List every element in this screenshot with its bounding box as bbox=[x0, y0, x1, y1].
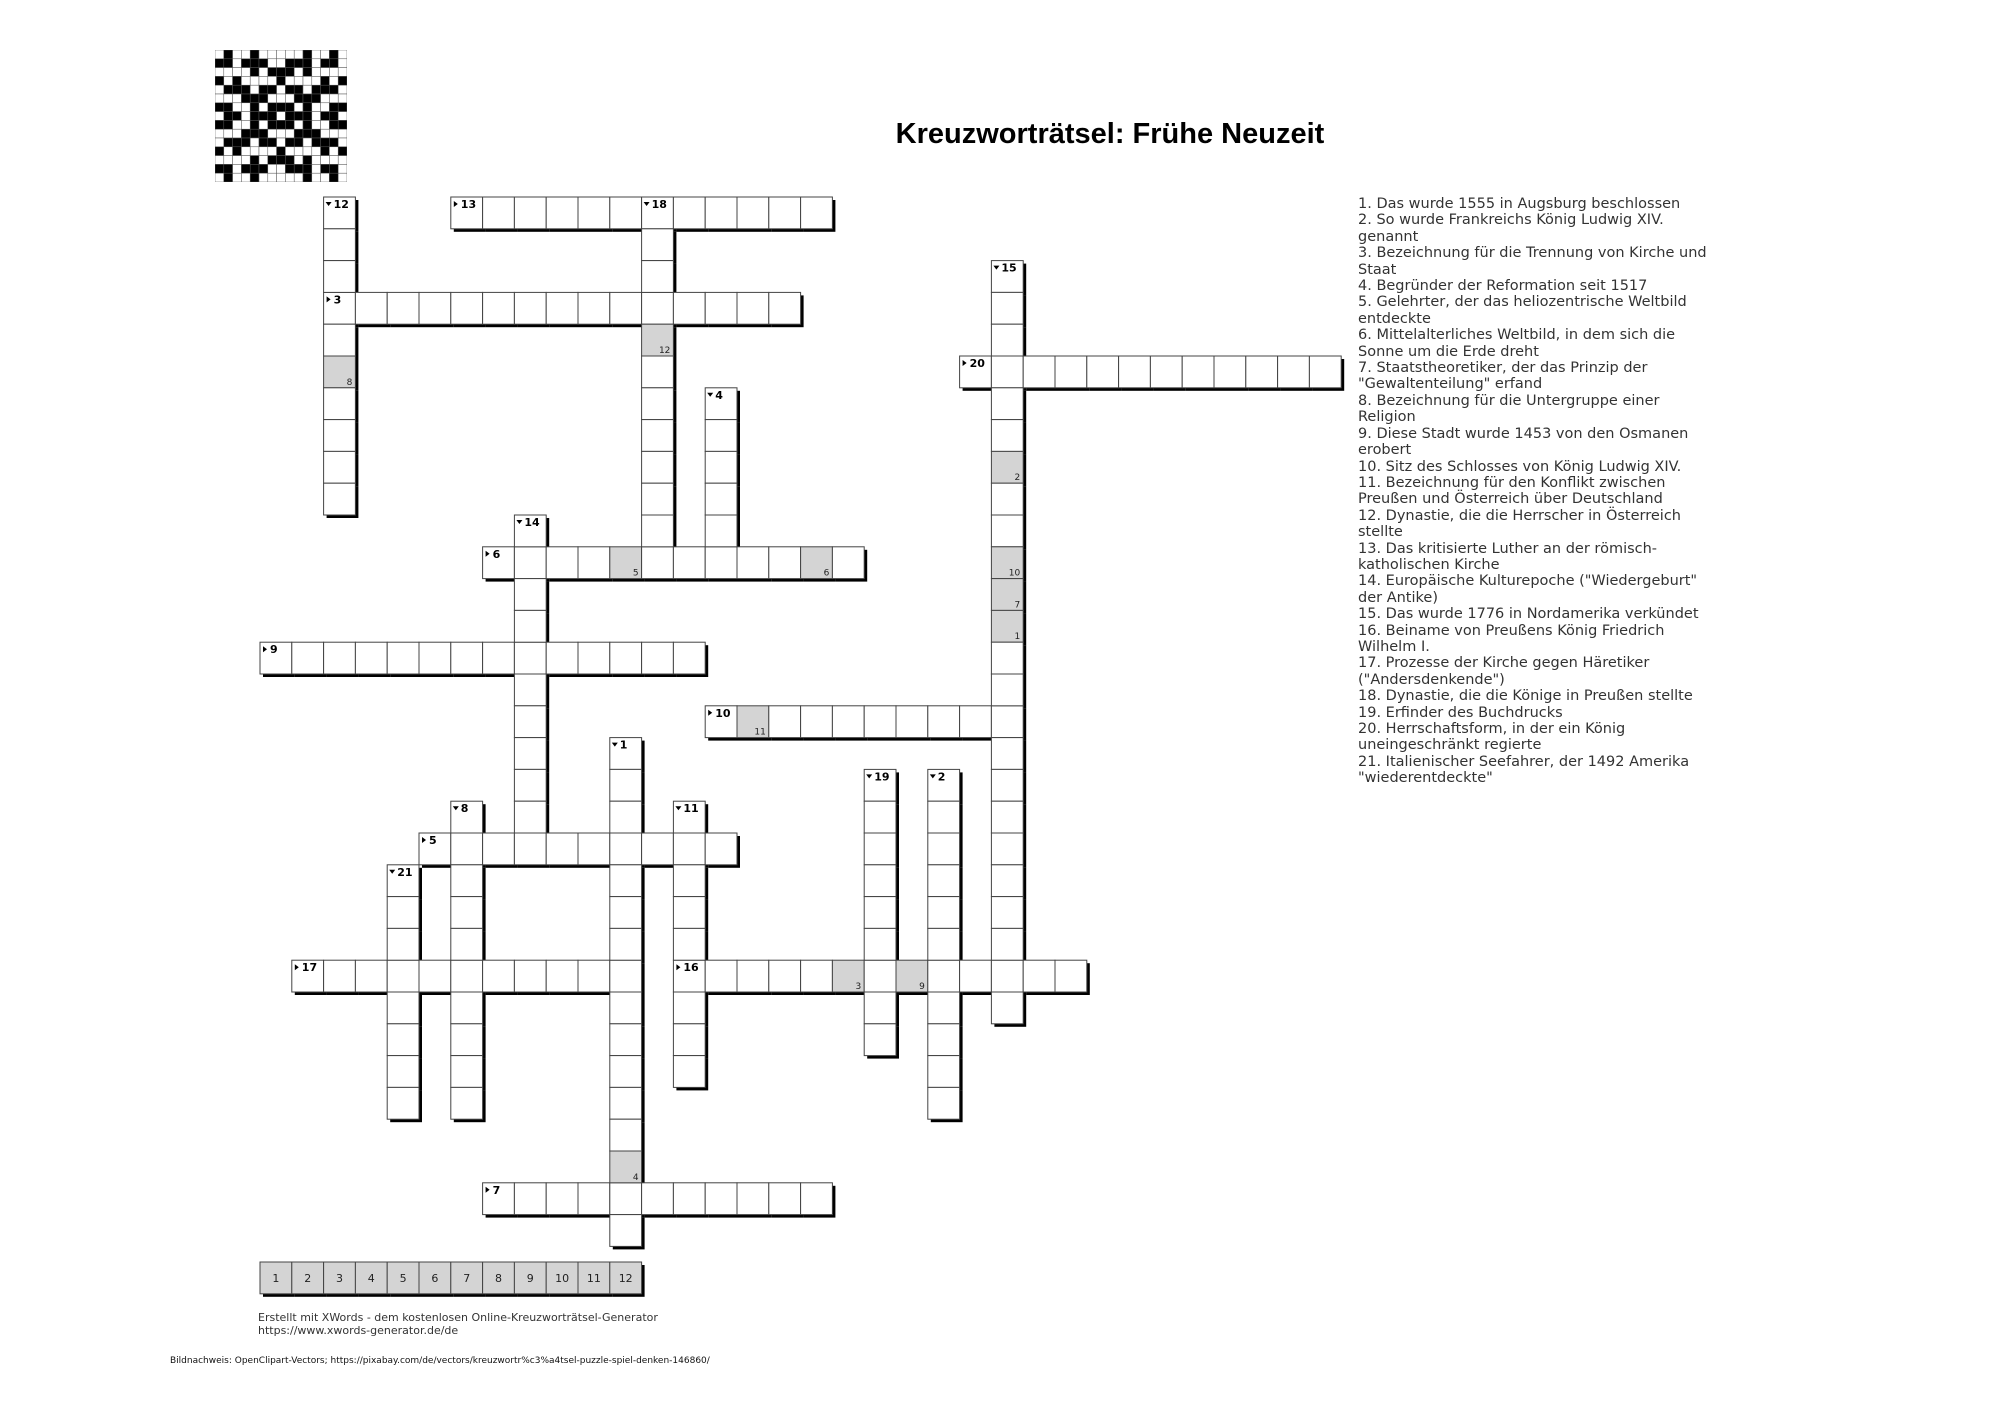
grid-cell[interactable] bbox=[1055, 356, 1087, 388]
clue-17: 17. Prozesse der Kirche gegen Häretiker ("Andersdenkende") bbox=[1358, 655, 1650, 688]
grid-cell[interactable] bbox=[578, 960, 610, 992]
grid-cell[interactable] bbox=[705, 483, 737, 515]
grid-cell[interactable] bbox=[991, 928, 1023, 960]
grid-cell[interactable] bbox=[578, 547, 610, 579]
grid-cell[interactable] bbox=[324, 451, 356, 483]
grid-cell[interactable] bbox=[642, 833, 674, 865]
grid-cell[interactable] bbox=[928, 1024, 960, 1056]
grid-cell[interactable] bbox=[991, 642, 1023, 674]
grid-cell[interactable] bbox=[928, 833, 960, 865]
grid-cell[interactable] bbox=[991, 706, 1023, 738]
grid-cell[interactable] bbox=[514, 960, 546, 992]
grid-cell[interactable] bbox=[642, 292, 674, 324]
grid-cell[interactable] bbox=[387, 292, 419, 324]
grid-cell[interactable] bbox=[737, 197, 769, 229]
entry-number: 8 bbox=[460, 802, 469, 816]
entry-number: 11 bbox=[683, 802, 699, 816]
grid-cell[interactable] bbox=[991, 865, 1023, 897]
grid-cell[interactable] bbox=[673, 833, 705, 865]
grid-cell[interactable] bbox=[832, 547, 864, 579]
grid-cell[interactable] bbox=[1023, 356, 1055, 388]
clue-1: 1. Das wurde 1555 in Augsburg beschlossen bbox=[1358, 196, 1681, 212]
grid-cell[interactable] bbox=[960, 706, 992, 738]
grid-cell[interactable] bbox=[769, 1183, 801, 1215]
grid-cell[interactable] bbox=[610, 1183, 642, 1215]
generator-credit-text: Erstellt mit XWords - dem kostenlosen Online-Kreuzworträtsel-Generator bbox=[258, 1311, 658, 1324]
solution-cell-number: 7 bbox=[1014, 600, 1021, 611]
grid-cell[interactable] bbox=[451, 292, 483, 324]
grid-cell[interactable] bbox=[928, 928, 960, 960]
entry-number: 21 bbox=[397, 865, 413, 879]
solution-cell-number: 9 bbox=[919, 982, 925, 992]
grid-cell[interactable] bbox=[928, 897, 960, 929]
grid-cell[interactable] bbox=[546, 1183, 578, 1215]
grid-cell[interactable] bbox=[928, 960, 960, 992]
grid-cell[interactable] bbox=[705, 451, 737, 483]
clue-3: 3. Bezeichnung für die Trennung von Kirche und Staat bbox=[1358, 245, 1707, 278]
grid-cell[interactable] bbox=[546, 833, 578, 865]
solution-bar-number: 12 bbox=[618, 1272, 633, 1285]
solution-bar-number: 11 bbox=[586, 1272, 601, 1285]
clue-list bbox=[1358, 196, 1718, 787]
grid-cell[interactable] bbox=[1087, 356, 1119, 388]
grid-cell[interactable] bbox=[610, 865, 642, 897]
grid-cell[interactable] bbox=[991, 897, 1023, 929]
solution-bar-number: 8 bbox=[495, 1272, 502, 1285]
clue-12: 12. Dynastie, die die Herrscher in Österreich stellte bbox=[1358, 507, 1681, 541]
grid-cell[interactable] bbox=[483, 833, 515, 865]
grid-cell[interactable] bbox=[705, 960, 737, 992]
grid-cell[interactable] bbox=[769, 292, 801, 324]
grid-cell[interactable] bbox=[673, 197, 705, 229]
grid-cell[interactable] bbox=[1119, 356, 1151, 388]
grid-cell[interactable] bbox=[451, 1087, 483, 1119]
grid-cell[interactable] bbox=[642, 547, 674, 579]
grid-cell[interactable] bbox=[610, 1119, 642, 1151]
grid-cell[interactable] bbox=[673, 992, 705, 1024]
grid-cell[interactable] bbox=[514, 579, 546, 611]
grid-cell[interactable] bbox=[705, 197, 737, 229]
grid-cell[interactable] bbox=[514, 1183, 546, 1215]
solution-cell-number: 1 bbox=[1014, 632, 1021, 643]
grid-cell[interactable] bbox=[737, 547, 769, 579]
entry-number: 15 bbox=[1001, 261, 1017, 275]
grid-cell[interactable] bbox=[705, 515, 737, 547]
grid-cell[interactable] bbox=[355, 960, 387, 992]
grid-cell[interactable] bbox=[801, 706, 833, 738]
grid-cell[interactable] bbox=[1023, 960, 1055, 992]
grid-cell[interactable] bbox=[991, 324, 1023, 356]
grid-cell[interactable] bbox=[451, 1024, 483, 1056]
grid-cell[interactable] bbox=[991, 738, 1023, 770]
grid-cell[interactable] bbox=[864, 897, 896, 929]
grid-cell[interactable] bbox=[737, 1183, 769, 1215]
solution-bar-number: 10 bbox=[555, 1272, 570, 1285]
grid-cell[interactable] bbox=[673, 865, 705, 897]
grid-cell[interactable] bbox=[896, 706, 928, 738]
entry-number: 1 bbox=[619, 738, 628, 752]
grid-cell[interactable] bbox=[864, 960, 896, 992]
grid-cell[interactable] bbox=[1309, 356, 1341, 388]
grid-cell[interactable] bbox=[514, 769, 546, 801]
grid-cell[interactable] bbox=[483, 292, 515, 324]
grid-cell[interactable] bbox=[451, 1056, 483, 1088]
entry-number: 10 bbox=[715, 706, 731, 720]
clue-16: 16. Beiname von Preußens König Friedrich Wilhelm I. bbox=[1358, 622, 1665, 655]
solution-cell-number: 3 bbox=[855, 982, 862, 992]
grid-cell[interactable] bbox=[610, 960, 642, 992]
grid-cell[interactable] bbox=[514, 801, 546, 833]
grid-cell[interactable] bbox=[991, 801, 1023, 833]
grid-cell[interactable] bbox=[514, 292, 546, 324]
grid-cell[interactable] bbox=[769, 547, 801, 579]
grid-cell[interactable] bbox=[578, 642, 610, 674]
grid-cell[interactable] bbox=[642, 483, 674, 515]
grid-cell[interactable] bbox=[324, 483, 356, 515]
grid-cell[interactable] bbox=[642, 356, 674, 388]
grid-cell[interactable] bbox=[1246, 356, 1278, 388]
clue-13: 13. Das kritisierte Luther an der römisch-katholischen Kirche bbox=[1358, 540, 1658, 573]
clue-9: 9. Diese Stadt wurde 1453 von den Osmanen erobert bbox=[1358, 425, 1689, 459]
grid-cell[interactable] bbox=[451, 897, 483, 929]
entry-number: 9 bbox=[270, 643, 278, 657]
grid-cell[interactable] bbox=[610, 1024, 642, 1056]
clue-4: 4. Begründer der Reformation seit 1517 bbox=[1358, 278, 1648, 295]
grid-cell[interactable] bbox=[514, 610, 546, 642]
solution-bar-number: 1 bbox=[272, 1272, 280, 1285]
grid-cell[interactable] bbox=[324, 261, 356, 293]
grid-cell[interactable] bbox=[610, 1215, 642, 1247]
grid-cell[interactable] bbox=[387, 928, 419, 960]
grid-cells bbox=[260, 197, 1341, 1246]
grid-cell[interactable] bbox=[832, 706, 864, 738]
solution-bar-number: 4 bbox=[367, 1272, 375, 1285]
solution-cell-number: 8 bbox=[346, 377, 353, 388]
grid-cell[interactable] bbox=[673, 1024, 705, 1056]
grid-cell[interactable] bbox=[673, 1056, 705, 1088]
grid-cell[interactable] bbox=[514, 706, 546, 738]
grid-cell[interactable] bbox=[928, 801, 960, 833]
grid-cell[interactable] bbox=[737, 292, 769, 324]
grid-cell[interactable] bbox=[355, 642, 387, 674]
solution-bar-number: 6 bbox=[431, 1272, 439, 1285]
entry-number: 12 bbox=[333, 198, 349, 211]
solution-cell-number: 12 bbox=[658, 346, 671, 356]
grid-cell[interactable] bbox=[864, 928, 896, 960]
grid-cell[interactable] bbox=[514, 642, 546, 674]
clue-10: 10. Sitz des Schlosses von König Ludwig XIV. bbox=[1358, 458, 1682, 475]
grid-cell[interactable] bbox=[991, 420, 1023, 452]
grid-cell[interactable] bbox=[991, 992, 1023, 1024]
grid-cell[interactable] bbox=[673, 292, 705, 324]
grid-cell[interactable] bbox=[578, 833, 610, 865]
generator-credit-url[interactable]: https://www.xwords-generator.de/de bbox=[258, 1324, 459, 1337]
entry-number: 20 bbox=[969, 357, 985, 370]
grid-cell[interactable] bbox=[324, 642, 356, 674]
solution-bar-number: 5 bbox=[399, 1272, 407, 1285]
grid-cell[interactable] bbox=[642, 642, 674, 674]
grid-cell[interactable] bbox=[1055, 960, 1087, 992]
grid-cell[interactable] bbox=[324, 324, 356, 356]
grid-cell[interactable] bbox=[991, 292, 1023, 324]
clue-6: 6. Mittelalterliches Weltbild, in dem sich die Sonne um die Erde dreht bbox=[1358, 327, 1676, 360]
grid-cell[interactable] bbox=[546, 197, 578, 229]
grid-cell[interactable] bbox=[546, 642, 578, 674]
grid-cell[interactable] bbox=[578, 197, 610, 229]
grid-cell[interactable] bbox=[324, 229, 356, 261]
grid-cell[interactable] bbox=[673, 928, 705, 960]
grid-cell[interactable] bbox=[387, 992, 419, 1024]
grid-cell[interactable] bbox=[514, 833, 546, 865]
grid-cell[interactable] bbox=[1214, 356, 1246, 388]
grid-cell[interactable] bbox=[610, 801, 642, 833]
grid-cell[interactable] bbox=[642, 420, 674, 452]
grid-cell[interactable] bbox=[991, 769, 1023, 801]
grid-cell[interactable] bbox=[928, 865, 960, 897]
entry-number: 5 bbox=[429, 834, 437, 847]
grid-cell[interactable] bbox=[419, 292, 451, 324]
entry-number: 16 bbox=[683, 961, 699, 975]
grid-cell[interactable] bbox=[387, 960, 419, 992]
grid-cell[interactable] bbox=[483, 197, 515, 229]
grid-cell[interactable] bbox=[801, 197, 833, 229]
grid-cell[interactable] bbox=[642, 451, 674, 483]
entry-number: 14 bbox=[524, 516, 540, 529]
grid-cell[interactable] bbox=[387, 1056, 419, 1088]
entry-number: 19 bbox=[874, 770, 890, 784]
clue-14: 14. Europäische Kulturepoche ("Wiedergeburt" der Antike) bbox=[1358, 573, 1698, 606]
grid-cell[interactable] bbox=[991, 833, 1023, 865]
grid-cell[interactable] bbox=[705, 292, 737, 324]
grid-cell[interactable] bbox=[610, 833, 642, 865]
grid-cell[interactable] bbox=[610, 769, 642, 801]
grid-cell[interactable] bbox=[769, 960, 801, 992]
clue-2: 2. So wurde Frankreichs König Ludwig XIV. genannt bbox=[1358, 212, 1664, 245]
grid-cell[interactable] bbox=[324, 420, 356, 452]
grid-cell[interactable] bbox=[991, 356, 1023, 388]
grid-cell[interactable] bbox=[991, 960, 1023, 992]
grid-cell[interactable] bbox=[642, 261, 674, 293]
solution-cell-number: 5 bbox=[632, 568, 639, 579]
grid-cell[interactable] bbox=[928, 706, 960, 738]
image-credit: Bildnachweis: OpenClipart-Vectors; https://pixabay.com/de/vectors/kreuzwortr%c3%a4tsel-puzzle-spiel-denken-146860/ bbox=[170, 1356, 710, 1366]
grid-cell[interactable] bbox=[1182, 356, 1214, 388]
grid-cell[interactable] bbox=[578, 292, 610, 324]
grid-cell[interactable] bbox=[642, 388, 674, 420]
grid-cell[interactable] bbox=[991, 483, 1023, 515]
entry-number: 13 bbox=[460, 198, 477, 211]
grid-cell[interactable] bbox=[610, 642, 642, 674]
grid-cell[interactable] bbox=[864, 801, 896, 833]
solution-bar bbox=[260, 1262, 645, 1297]
grid-cell[interactable] bbox=[705, 420, 737, 452]
grid-cell[interactable] bbox=[705, 547, 737, 579]
grid-cell[interactable] bbox=[610, 928, 642, 960]
grid-cell[interactable] bbox=[610, 197, 642, 229]
clue-18: 18. Dynastie, die die Könige in Preußen stellte bbox=[1358, 688, 1693, 705]
solution-bar-number: 9 bbox=[526, 1272, 534, 1285]
grid-cell[interactable] bbox=[451, 960, 483, 992]
solution-cell-number: 2 bbox=[1014, 473, 1021, 484]
grid-cell[interactable] bbox=[1278, 356, 1310, 388]
entry-number: 4 bbox=[715, 388, 723, 402]
grid-cell[interactable] bbox=[419, 960, 451, 992]
grid-cell[interactable] bbox=[705, 1183, 737, 1215]
grid-cell[interactable] bbox=[928, 1087, 960, 1119]
grid-cell[interactable] bbox=[642, 1183, 674, 1215]
grid-cell[interactable] bbox=[546, 960, 578, 992]
entry-number: 17 bbox=[301, 961, 318, 975]
grid-cell[interactable] bbox=[928, 1056, 960, 1088]
solution-cell-number: 4 bbox=[632, 1172, 639, 1183]
clue-19: 19. Erfinder des Buchdrucks bbox=[1358, 704, 1563, 721]
grid-cell[interactable] bbox=[483, 960, 515, 992]
clue-21: 21. Italienischer Seefahrer, der 1492 Amerika "wiederentdeckte" bbox=[1358, 753, 1690, 787]
grid-cell[interactable] bbox=[769, 197, 801, 229]
entry-number: 2 bbox=[937, 770, 946, 784]
grid-cell[interactable] bbox=[451, 642, 483, 674]
solution-bar-number: 3 bbox=[336, 1272, 343, 1285]
grid-cell[interactable] bbox=[578, 1183, 610, 1215]
grid-cell[interactable] bbox=[673, 897, 705, 929]
page-title: Kreuzworträtsel: Frühe Neuzeit bbox=[895, 118, 1325, 150]
grid-cell[interactable] bbox=[419, 642, 451, 674]
clue-11: 11. Bezeichnung für den Konflikt zwischen Preußen und Österreich über Deutschland bbox=[1358, 474, 1666, 508]
grid-cell[interactable] bbox=[737, 960, 769, 992]
grid-cell[interactable] bbox=[705, 833, 737, 865]
grid-cell[interactable] bbox=[864, 992, 896, 1024]
grid-cell[interactable] bbox=[864, 833, 896, 865]
grid-cell[interactable] bbox=[864, 706, 896, 738]
grid-cell[interactable] bbox=[991, 388, 1023, 420]
clue-15: 15. Das wurde 1776 in Nordamerika verkündet bbox=[1358, 606, 1699, 623]
grid-cell[interactable] bbox=[610, 897, 642, 929]
clue-7: 7. Staatstheoretiker, der das Prinzip der "Gewaltenteilung" erfand bbox=[1358, 360, 1648, 393]
grid-cell[interactable] bbox=[546, 292, 578, 324]
grid-cell[interactable] bbox=[1150, 356, 1182, 388]
grid-cell[interactable] bbox=[387, 1024, 419, 1056]
grid-cell[interactable] bbox=[451, 865, 483, 897]
grid-cell[interactable] bbox=[451, 992, 483, 1024]
solution-bar-number: 7 bbox=[463, 1272, 471, 1285]
entry-number: 7 bbox=[492, 1183, 501, 1197]
grid-cell[interactable] bbox=[355, 292, 387, 324]
grid-cell[interactable] bbox=[642, 515, 674, 547]
grid-cell[interactable] bbox=[673, 547, 705, 579]
grid-cell[interactable] bbox=[451, 928, 483, 960]
clue-8: 8. Bezeichnung für die Untergruppe einer Religion bbox=[1358, 392, 1660, 426]
entry-number: 3 bbox=[333, 293, 342, 307]
grid-cell[interactable] bbox=[514, 738, 546, 770]
grid-cell[interactable] bbox=[864, 1024, 896, 1056]
grid-cell[interactable] bbox=[801, 960, 833, 992]
grid-cell[interactable] bbox=[387, 642, 419, 674]
grid-cell[interactable] bbox=[610, 292, 642, 324]
generator-credit bbox=[258, 1311, 658, 1337]
entry-number: 6 bbox=[492, 547, 501, 561]
grid-cell[interactable] bbox=[928, 992, 960, 1024]
grid-cell[interactable] bbox=[387, 1087, 419, 1119]
solution-bar-number: 2 bbox=[304, 1272, 312, 1285]
grid-cell[interactable] bbox=[960, 960, 992, 992]
grid-cell[interactable] bbox=[324, 960, 356, 992]
grid-cell[interactable] bbox=[546, 547, 578, 579]
grid-cell[interactable] bbox=[324, 388, 356, 420]
grid-cell[interactable] bbox=[514, 674, 546, 706]
solution-cell-number: 10 bbox=[1008, 568, 1021, 579]
grid-cell[interactable] bbox=[673, 1183, 705, 1215]
grid-cell[interactable] bbox=[673, 642, 705, 674]
grid-cell[interactable] bbox=[610, 1087, 642, 1119]
clue-20: 20. Herrschaftsform, in der ein König uneingeschränkt regierte bbox=[1358, 721, 1626, 754]
grid-cell[interactable] bbox=[483, 642, 515, 674]
grid-cell[interactable] bbox=[514, 547, 546, 579]
grid-cell[interactable] bbox=[769, 706, 801, 738]
grid-cell[interactable] bbox=[610, 992, 642, 1024]
entry-number: 18 bbox=[651, 198, 667, 211]
grid-cell[interactable] bbox=[801, 1183, 833, 1215]
grid-cell[interactable] bbox=[451, 833, 483, 865]
clue-5: 5. Gelehrter, der das heliozentrische Weltbild entdeckte bbox=[1358, 294, 1687, 327]
grid-cell[interactable] bbox=[991, 674, 1023, 706]
grid-cell[interactable] bbox=[514, 197, 546, 229]
grid-cell[interactable] bbox=[292, 642, 324, 674]
grid-cell[interactable] bbox=[991, 515, 1023, 547]
solution-cell-number: 6 bbox=[823, 568, 830, 579]
solution-cell-number: 11 bbox=[754, 727, 766, 738]
grid-cell[interactable] bbox=[864, 865, 896, 897]
grid-cell[interactable] bbox=[642, 229, 674, 261]
grid-cell[interactable] bbox=[610, 1056, 642, 1088]
grid-cell[interactable] bbox=[387, 897, 419, 929]
